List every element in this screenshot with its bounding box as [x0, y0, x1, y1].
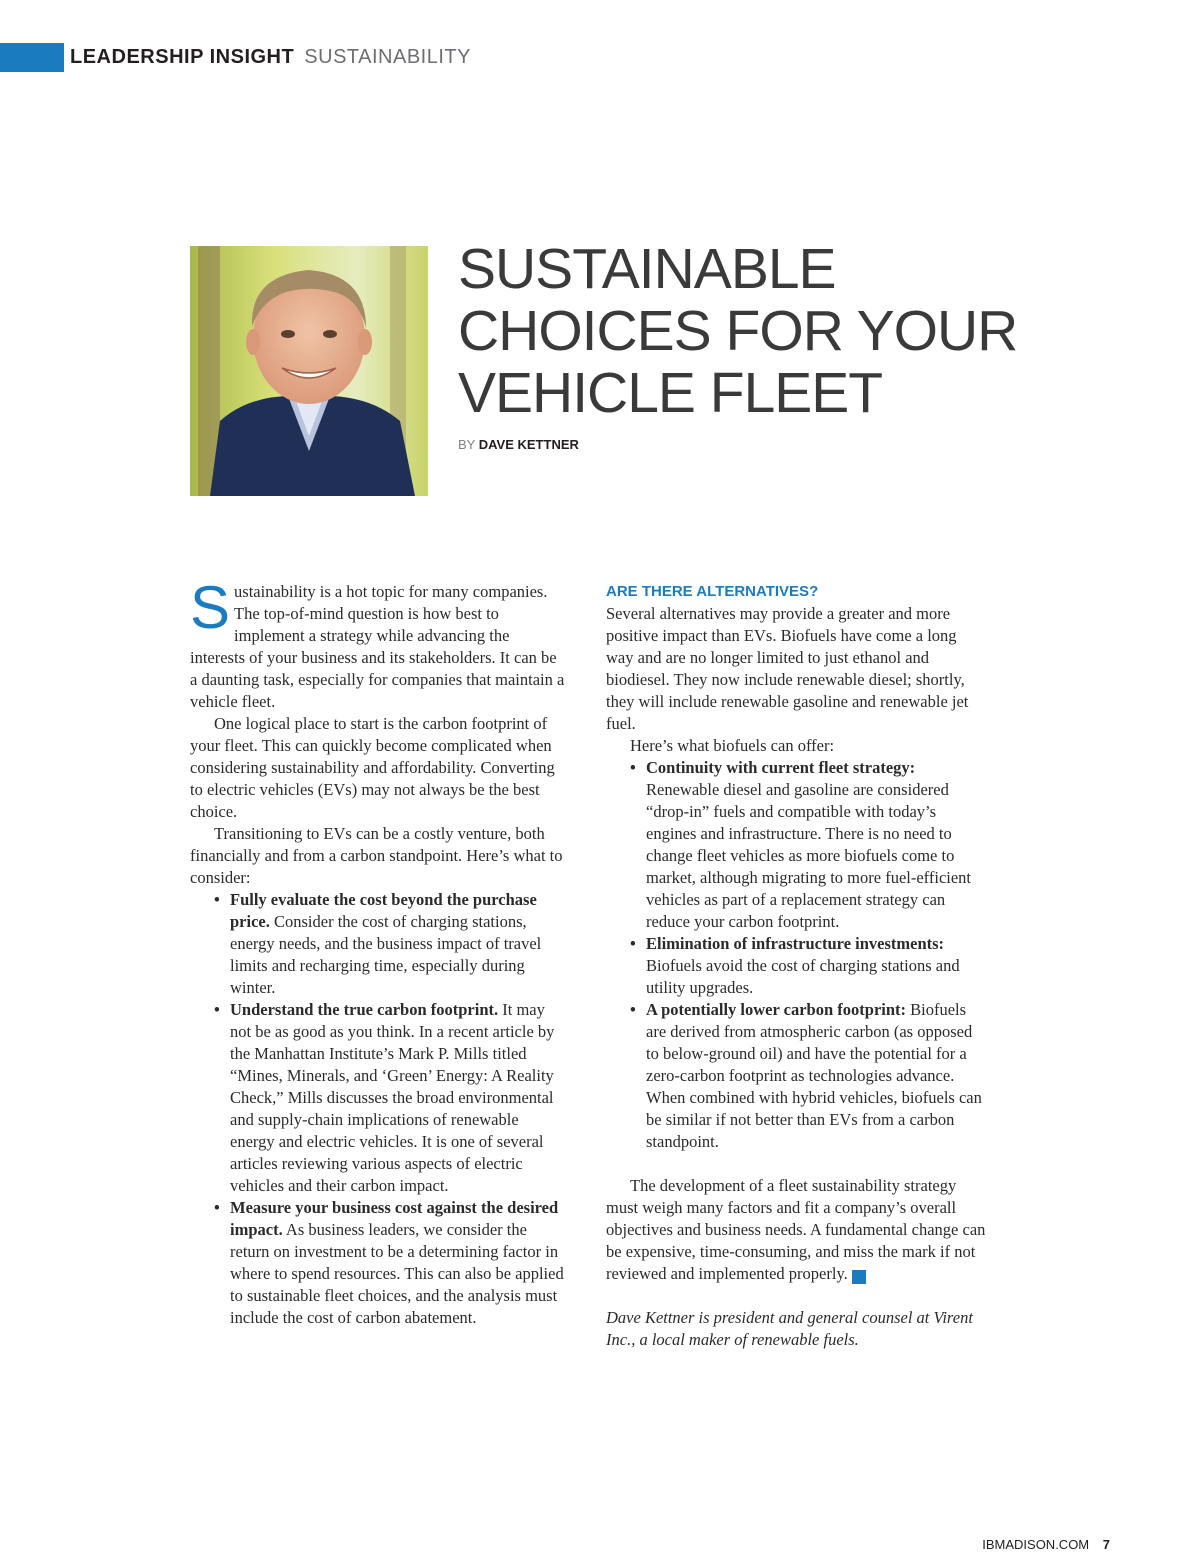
author-bio: Dave Kettner is president and general counsel at Virent Inc., a local maker of renewable fuels.: [606, 1308, 973, 1349]
topic-label: SUSTAINABILITY: [304, 46, 471, 68]
header-accent-bar: [0, 43, 64, 72]
byline: [458, 437, 579, 452]
author-photo: [190, 246, 428, 496]
intro-text: ustainability is a hot topic for many companies. The top-of-mind question is how best to implement a strategy while advancing the interests of your business and its stakeholders. It can be a daunting task, especially for companies that maintain a vehicle fleet.: [190, 582, 565, 711]
bullet-text: It may not be as good as you think. In a recent article by the Manhattan Institute’s Mark P. Mills titled “Mines, Minerals, and ‘Green’ Energy: A Reality Check,” Mills discusses the broad environmental and supply-chain implications of renewable energy and electric vehicles. It is one of several articles reviewing various aspects of electric vehicles and their carbon impact.: [230, 1000, 555, 1195]
bullet-text: Biofuels avoid the cost of charging stations and utility upgrades.: [646, 956, 960, 997]
bullet-text: Renewable diesel and gasoline are considered “drop-in” fuels and compatible with today’s engines and infrastructure. There is no need to change fleet vehicles as more biofuels come to market, although migrating to more fuel-efficient vehicles as part of a replacement strategy can reduce your carbon footprint.: [646, 780, 972, 931]
biofuels-intro: Here’s what biofuels can offer:: [630, 736, 835, 755]
section-label: LEADERSHIP INSIGHT: [70, 46, 295, 68]
bullet-lead: Elimination of infrastructure investments:: [646, 934, 945, 953]
bullet-text: Biofuels are derived from atmospheric carbon (as opposed to below-ground oil) and have the potential for a zero-carbon footprint as technologies advance. When combined with hybrid vehicles, biofuels can be similar if not better than EVs from a carbon standpoint.: [646, 1000, 982, 1151]
list-item: [646, 999, 988, 1153]
alternatives-subhead: ARE THERE ALTERNATIVES?: [606, 583, 819, 600]
right-column: [606, 581, 988, 1351]
spacer: [606, 1153, 988, 1175]
byline-prefix: BY: [458, 437, 476, 452]
bullet-lead: A potentially lower carbon footprint:: [646, 1000, 907, 1019]
list-item: [646, 757, 988, 933]
bullet-lead: Understand the true carbon footprint.: [230, 1000, 499, 1019]
list-item: [646, 933, 988, 999]
bullet-text: As business leaders, we consider the return on investment to be a determining factor in where to spend resources. This can also be applied to sustainable fleet choices, and the analysis must include the cost of carbon abatement.: [230, 1220, 564, 1327]
footer-site: IBMADISON.COM: [982, 1537, 1090, 1552]
article-title: SUSTAINABLE CHOICES FOR YOUR VEHICLE FLEET: [458, 237, 1018, 425]
paragraph-3: Transitioning to EVs can be a costly venture, both financially and from a carbon standpoint. Here’s what to consider:: [190, 824, 563, 887]
end-mark-icon: IB: [852, 1270, 866, 1284]
list-item: [230, 889, 565, 999]
list-item: [230, 1197, 565, 1329]
intro-paragraph: [190, 574, 565, 713]
list-item: [230, 999, 565, 1197]
considerations-list: [190, 889, 565, 1329]
bullet-lead: Fully evaluate the cost beyond the purchase price.: [230, 890, 537, 931]
drop-cap: S: [190, 574, 231, 641]
bullet-text: Consider the cost of charging stations, energy needs, and the business impact of travel limits and recharging time, especially during winter.: [230, 912, 542, 997]
biofuels-list: [606, 757, 988, 1153]
closing-text: The development of a fleet sustainability strategy must weigh many factors and fit a company’s overall objectives and business needs. A fundamental change can be expensive, time-consuming, and miss the mark if not reviewed and implemented properly.: [606, 1176, 986, 1283]
page-footer: [982, 1537, 1110, 1552]
author-name: DAVE KETTNER: [478, 437, 579, 452]
spacer: [606, 1285, 988, 1307]
bullet-lead: Continuity with current fleet strategy:: [646, 758, 916, 777]
bullet-lead: Measure your business cost against the desired impact.: [230, 1198, 559, 1239]
alternatives-paragraph: Several alternatives may provide a greater and more positive impact than EVs. Biofuels have come a long way and are no longer limited to just ethanol and biodiesel. They now include renewable diesel; shortly, they will include renewable gasoline and renewable jet fuel.: [606, 604, 969, 733]
section-header: [70, 46, 471, 69]
page-number: 7: [1102, 1537, 1110, 1552]
left-column: [190, 574, 565, 1329]
paragraph-2: One logical place to start is the carbon footprint of your fleet. This can quickly become complicated when considering sustainability and affordability. Converting to electric vehicles (EVs) may not always be the best choice.: [190, 714, 555, 821]
closing-paragraph: [606, 1175, 988, 1285]
